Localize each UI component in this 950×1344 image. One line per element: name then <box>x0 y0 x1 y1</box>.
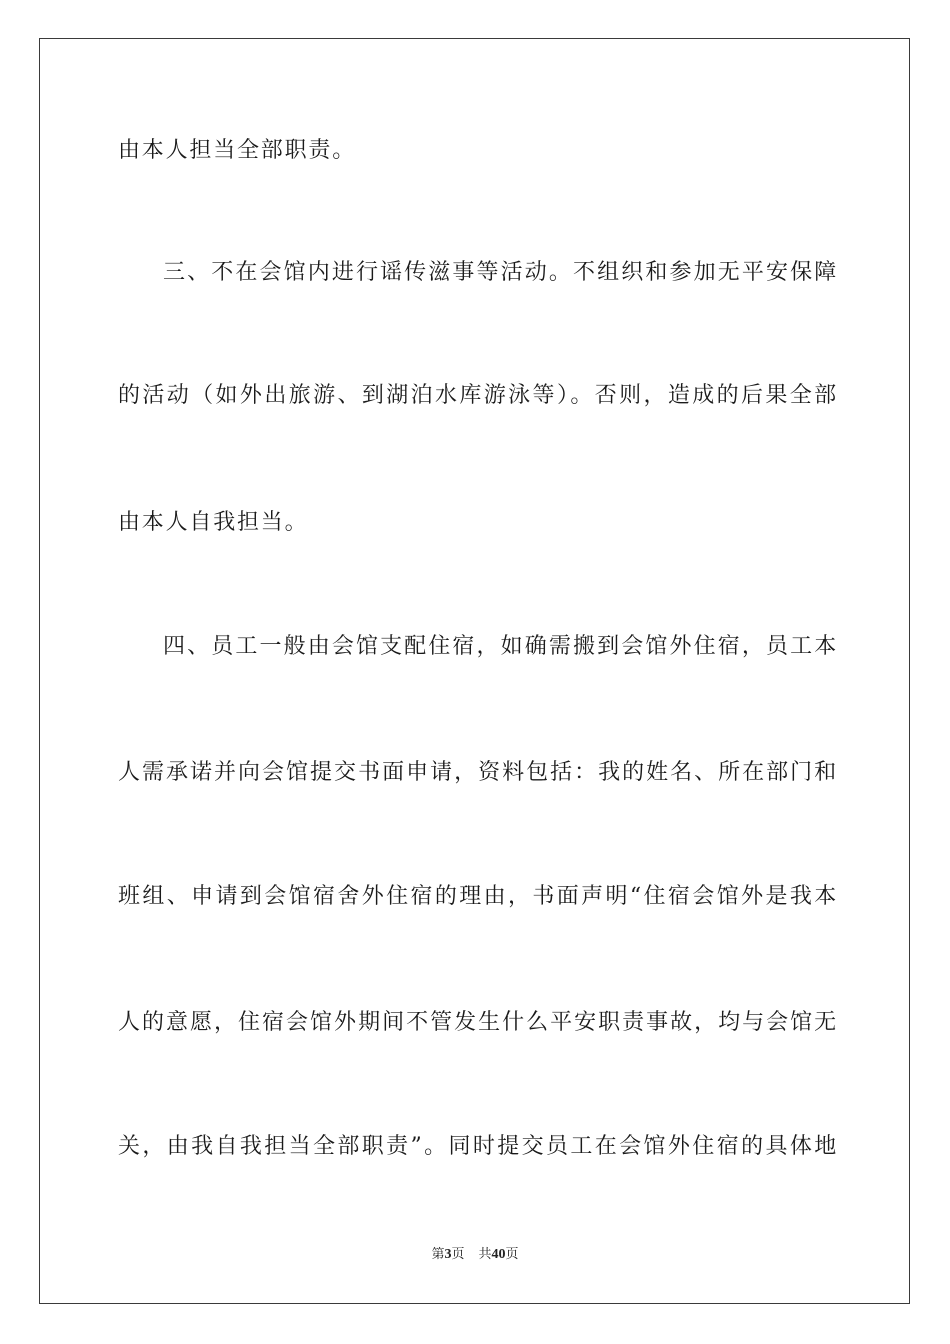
text-line-5: 四、员工一般由会馆支配住宿，如确需搬到会馆外住宿，员工本 <box>163 634 838 659</box>
text-line-8: 人的意愿，住宿会馆外期间不管发生什么平安职责事故，均与会馆无 <box>118 1010 838 1035</box>
footer-page-total: 40 <box>491 1247 506 1262</box>
footer-page-current: 3 <box>444 1247 452 1262</box>
text-line-6: 人需承诺并向会馆提交书面申请，资料包括：我的姓名、所在部门和 <box>118 760 838 785</box>
page-footer <box>0 1246 950 1264</box>
text-line-2: 三、不在会馆内进行谣传滋事等活动。不组织和参加无平安保障 <box>163 260 838 285</box>
footer-total-prefix: 共 <box>478 1247 492 1262</box>
footer-total-suffix: 页 <box>505 1247 519 1262</box>
text-line-4: 由本人自我担当。 <box>118 510 309 535</box>
footer-page-suffix: 页 <box>451 1247 465 1262</box>
text-line-1: 由本人担当全部职责。 <box>118 138 357 163</box>
text-line-3: 的活动（如外出旅游、到湖泊水库游泳等）。否则，造成的后果全部 <box>118 383 838 408</box>
footer-page-prefix: 第 <box>431 1247 445 1262</box>
text-line-7: 班组、申请到会馆宿舍外住宿的理由，书面声明“住宿会馆外是我本 <box>118 884 838 909</box>
text-line-9: 关，由我自我担当全部职责”。同时提交员工在会馆外住宿的具体地 <box>118 1134 838 1159</box>
page-border <box>39 38 910 1304</box>
